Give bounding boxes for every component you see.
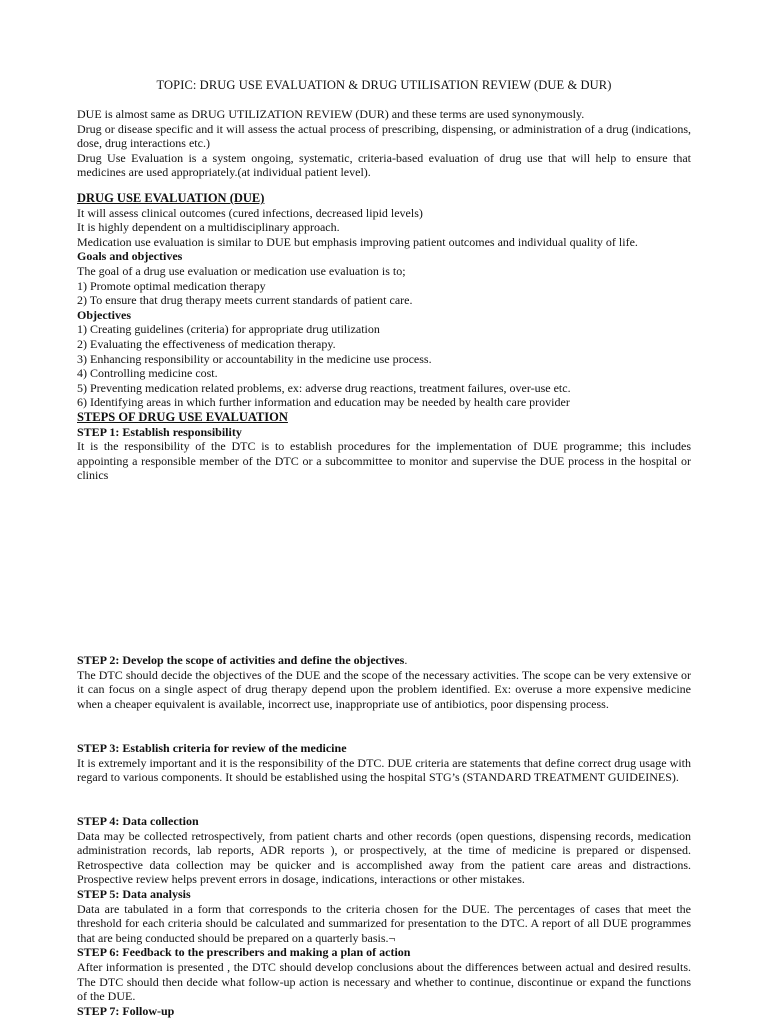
step-2-heading <box>77 653 691 668</box>
objective-item: 2) Evaluating the effectiveness of medication therapy. <box>77 336 336 351</box>
objective-item: 3) Enhancing responsibility or accountability in the medicine use process. <box>77 351 432 366</box>
intro-section <box>77 107 691 180</box>
objective-item: 6) Identifying areas in which further information and education may be needed by health care provider <box>77 395 570 410</box>
step-2-label: STEP 2 <box>77 653 116 667</box>
steps-heading: STEPS OF DRUG USE EVALUATION <box>77 409 288 424</box>
steps-4-7-section <box>77 814 691 1018</box>
due-heading: DRUG USE EVALUATION (DUE) <box>77 191 265 205</box>
step-3-label: STEP 3: Establish criteria for review of the medicine <box>77 741 347 755</box>
step-2-tail: . <box>404 653 408 667</box>
goal-item: 1) Promote optimal medication therapy <box>77 278 266 293</box>
objectives-heading: Objectives <box>77 307 131 322</box>
step-1-label: STEP 1: Establish responsibility <box>77 424 242 439</box>
goals-heading: Goals and objectives <box>77 249 183 264</box>
due-line: Medication use evaluation is similar to DUE but emphasis improving patient outcomes and individual quality of life. <box>77 234 638 249</box>
document-title: TOPIC: DRUG USE EVALUATION & DRUG UTILISATION REVIEW (DUE & DUR) <box>156 78 612 92</box>
objective-item: 4) Controlling medicine cost. <box>77 366 218 381</box>
step-6-label: STEP 6: Feedback to the prescribers and making a plan of action <box>77 945 411 960</box>
due-line: It is highly dependent on a multidisciplinary approach. <box>77 220 340 235</box>
intro-line: Drug or disease specific and it will assess the actual process of prescribing, dispensing, or administration of a drug (indications, dose, drug interactions etc.) <box>77 121 691 151</box>
step-5-text: Data are tabulated in a form that corresponds to the criteria chosen for the DUE. The percentages of cases that meet the threshold for each criteria should be calculated and summarized for presentation to the DTC. A report of all DUE programmes that are being conducted should be prepared on a quarterly basis.¬ <box>77 901 691 945</box>
step-6-text: After information is presented , the DTC should develop conclusions about the differences between actual and desired results. The DTC should then decide what follow-up action is necessary and whether to continue, discontinue or expand the functions of the DUE. <box>77 959 691 1004</box>
step-2-name: : Develop the scope of activities and define the objectives <box>115 653 405 667</box>
step-1-text: It is the responsibility of the DTC is to establish procedures for the implementation of DUE programme; this includes appointing a responsible member of the DTC or a subcommittee to monitor and supervise the DUE process in the hospital or clinics <box>77 439 691 483</box>
step-3-text: It is extremely important and it is the responsibility of the DTC. DUE criteria are statements that define correct drug usage with regard to various components. It should be established using the hospital STG’s (STANDARD TREATMENT GUIDEINES). <box>77 755 691 785</box>
objective-item: 5) Preventing medication related problems, ex: adverse drug reactions, treatment failures, over-use etc. <box>77 380 571 395</box>
intro-line: DUE is almost same as DRUG UTILIZATION REVIEW (DUR) and these terms are used synonymously. <box>77 107 585 121</box>
step-4-label: STEP 4: Data collection <box>77 814 199 828</box>
goal-item: 2) To ensure that drug therapy meets current standards of patient care. <box>77 293 413 308</box>
step-7-label: STEP 7: Follow-up <box>77 1003 175 1018</box>
due-line: It will assess clinical outcomes (cured infections, decreased lipid levels) <box>77 205 423 220</box>
goals-intro: The goal of a drug use evaluation or medication use evaluation is to; <box>77 263 406 278</box>
due-section <box>77 191 691 483</box>
step-3-section <box>77 741 691 785</box>
step-2-text: The DTC should decide the objectives of the DUE and the scope of the necessary activities. The scope can be very extensive or it can focus on a single aspect of drug therapy depend upon the problem identified. Ex: overuse a more expensive medicine when a cheaper equivalent is available, incorrect use, inappropriate use of antibiotics, poor dispensing process. <box>77 667 691 711</box>
step-4-text: Data may be collected retrospectively, from patient charts and other records (open questions, dispensing records, medication administration records, lab reports, ADR reports ), or prospectively, at the time of medicine is prepared or dispensed. Retrospective data collection may be quicker and is accomplished away from the patient care areas and distractions. Prospective review helps prevent errors in dosage, indications, interactions or other mistakes. <box>77 828 691 887</box>
step-5-label: STEP 5: Data analysis <box>77 886 191 901</box>
step-2-section <box>77 653 691 711</box>
intro-line: Drug Use Evaluation is a system ongoing, systematic, criteria-based evaluation of drug use that will help to ensure that medicines are used appropriately.(at individual patient level). <box>77 150 691 180</box>
objective-item: 1) Creating guidelines (criteria) for appropriate drug utilization <box>77 322 380 337</box>
